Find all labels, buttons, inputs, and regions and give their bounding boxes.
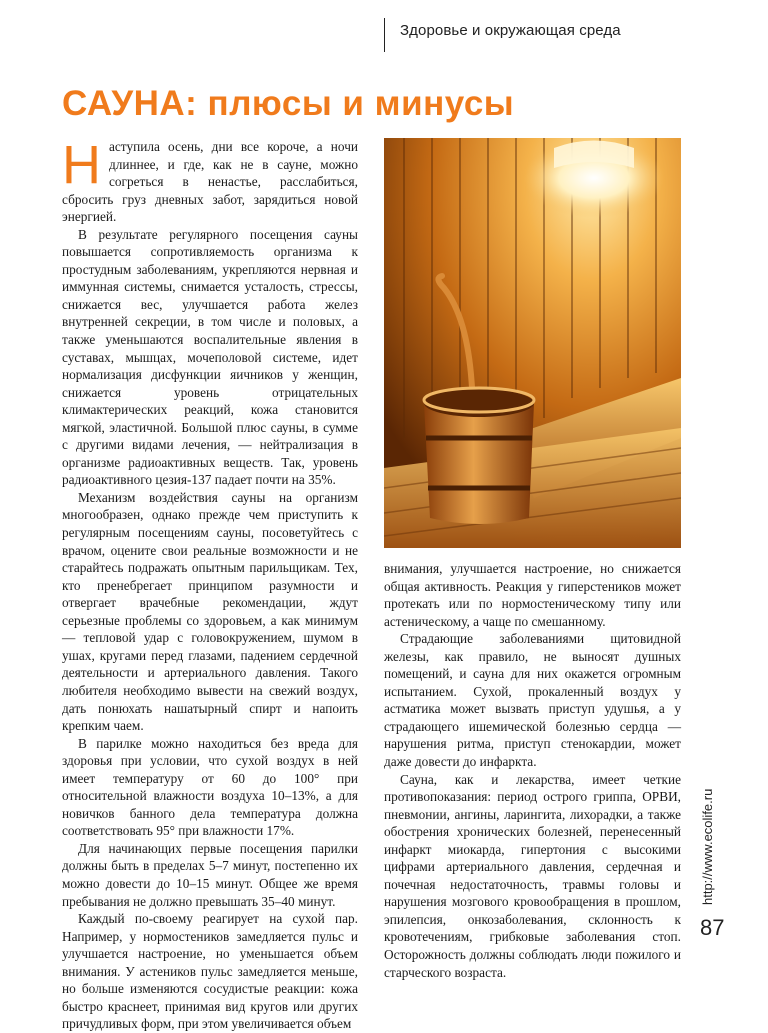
drop-cap: Н [62, 135, 101, 195]
paragraph: В парилке можно находиться без вреда для здоровья при условии, что сухой воздух в ней имеет температуру от 60 до 100° при относительной влажности воздуха 10–13%, а для новичков банного дела температура должна соответствовать 95° при влажности 17%. [62, 735, 358, 839]
paragraph: Каждый по-своему реагирует на сухой пар. Например, у нормостеников замедляется пульс и улучшается настроение, но уменьшается объем внимания. У астеников пульс замедляется меньше, но больше изменяются сосудистые реакции: кожа быстро краснеет, принимая вид кругов или других причудливых форм, при этом увеличивается объем [62, 911, 358, 1032]
paragraph-text: аступила осень, дни все короче, а ночи длиннее, и где, как не в сауне, можно согреться в ненастье, расслабиться, сбросить груз дневных забот, зарядиться новой энергией. [62, 139, 358, 225]
article-column-right [384, 560, 681, 981]
page-number: 87 [700, 915, 725, 940]
article-title: САУНА: плюсы и минусы [62, 84, 515, 123]
paragraph: внимания, улучшается настроение, но снижается общая активность. Реакция у гиперстеников может протекать или по нормостеническому типу или астеническому, а чаще по смешанному. [384, 561, 681, 629]
paragraph: Для начинающих первые посещения парилки должны быть в пределах 5–7 минут, постепенно их можно довести до 10–15 минут. Общее же время пребывания не должно превышать 35–40 минут. [62, 840, 358, 909]
paragraph: В результате регулярного посещения сауны повышается сопротивляемость организма к простудным заболеваниям, укрепляются нервная и иммунная системы, снимается усталость, стрессы, снижается вес, улучшается работа желез внутренней секреции, в том числе и половых, а также уменьшаются воспалительные явления в суставах, мышцах, мочеполовой системе, идет нормализация дисфункции яичников у женщин, снижается уровень отрицательных климактерических реакций, кожа становится мягкой, эластичной. Большой плюс сауны, в сумме с другими видами лечения, — нейтрализация в организме радиоактивных веществ. Так, уровень радиоактивного цезия-137 падает почти на 35%. [62, 226, 358, 488]
paragraph [62, 135, 358, 226]
article-column-left [62, 135, 358, 1033]
section-title: Здоровье и окружающая среда [400, 22, 621, 39]
website-url: http://www.ecolife.ru [700, 788, 715, 905]
sauna-photo [384, 138, 681, 548]
paragraph: Механизм воздействия сауны на организм многообразен, однако прежде чем приступить к регулярным посещениям сауны, посоветуйтесь с врачом, оцените свои реальные возможности и не старайтесь подражать опытным парильщикам. Тех, кто пренебрегает принципом разумности и отвергает врачебные рекомендации, ждут серьезные проблемы со здоровьем, а как минимум — тепловой удар с головокружением, шумом в ушах, кругами перед глазами, падением сердечной деятельности и артериального давления. Такого любителя необходимо вывести на свежий воздух, дать понюхать нашатырный спирт и напоить крепким чаем. [62, 489, 358, 734]
paragraph: Сауна, как и лекарства, имеет четкие противопоказания: период острого гриппа, ОРВИ, пневмонии, ангины, ларингита, лихорадки, а также обострения хронических болезней, перенесенный инфаркт миокарда, гипертония с высокими цифрами артериального давления, сердечная и почечная недостаточность, травмы головы и нарушения мозгового кровообращения в прошлом, эпилепсия, онкозаболевания, склонность к кровотечениям, грибковые заболевания стоп. Осторожность должны соблюдать люди пожилого и старческого возраста. [384, 771, 681, 980]
header-divider [384, 18, 385, 52]
paragraph: Страдающие заболеваниями щитовидной железы, как правило, не выносят душных помещений, и сауна для них окажется огромным испытанием. Сухой, прокаленный воздух у астматика может вызвать приступ удушья, а у страдающего ишемической болезнью сердца — нарушения ритма, приступ стенокардии, может даже довести до инфаркта. [384, 631, 681, 770]
